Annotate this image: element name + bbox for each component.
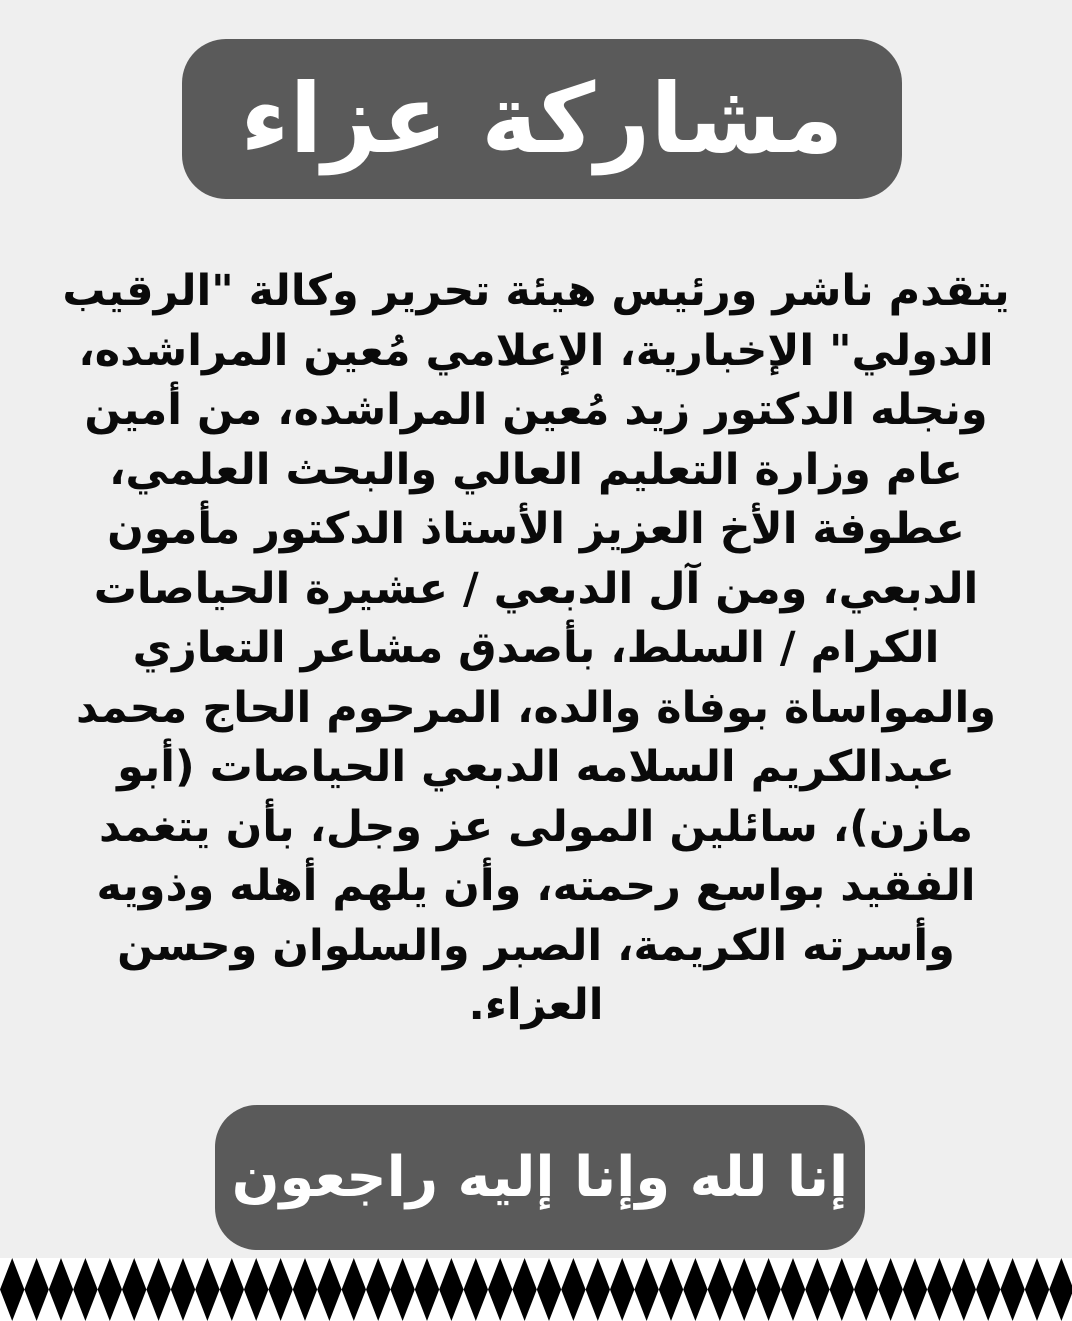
message-line: عام وزارة التعليم العالي والبحث العلمي، <box>109 444 963 495</box>
message-line: عبدالكريم السلامه الدبعي الحياصات (أبو <box>117 742 955 792</box>
message-line: الفقيد بواسع رحمته، وأن يلهم أهله وذويه <box>96 861 976 911</box>
message-line: يتقدم ناشر ورئيس هيئة تحرير وكالة "الرقيب <box>62 266 1010 316</box>
message-line: الدبعي، ومن آل الدبعي / عشيرة الحياصات <box>93 563 979 614</box>
message-line: الدولي" الإخبارية، الإعلامي مُعين المراشده، <box>78 325 994 376</box>
message-line: مازن)، سائلين المولى عز وجل، بأن يتغمد <box>99 801 973 852</box>
footer-banner <box>215 1105 865 1250</box>
condolence-message <box>40 262 1032 1036</box>
footer-verse: إنا لله وإنا إليه راجعون <box>231 1144 849 1210</box>
message-line: عطوفة الأخ العزيز الأستاذ الدكتور مأمون <box>107 504 965 554</box>
message-line: الكرام / السلط، بأصدق مشاعر التعازي <box>132 623 940 673</box>
message-line: والمواساة بوفاة والده، المرحوم الحاج محمد <box>76 682 996 733</box>
message-line: العزاء. <box>468 980 604 1030</box>
diamond-border-pattern <box>0 1258 1072 1321</box>
title-banner <box>182 39 902 199</box>
message-line: ونجله الدكتور زيد مُعين المراشده، من أمين <box>84 385 988 435</box>
page-title: مشاركة عزاء <box>240 63 844 175</box>
message-line: وأسرته الكريمة، الصبر والسلوان وحسن <box>117 920 955 971</box>
